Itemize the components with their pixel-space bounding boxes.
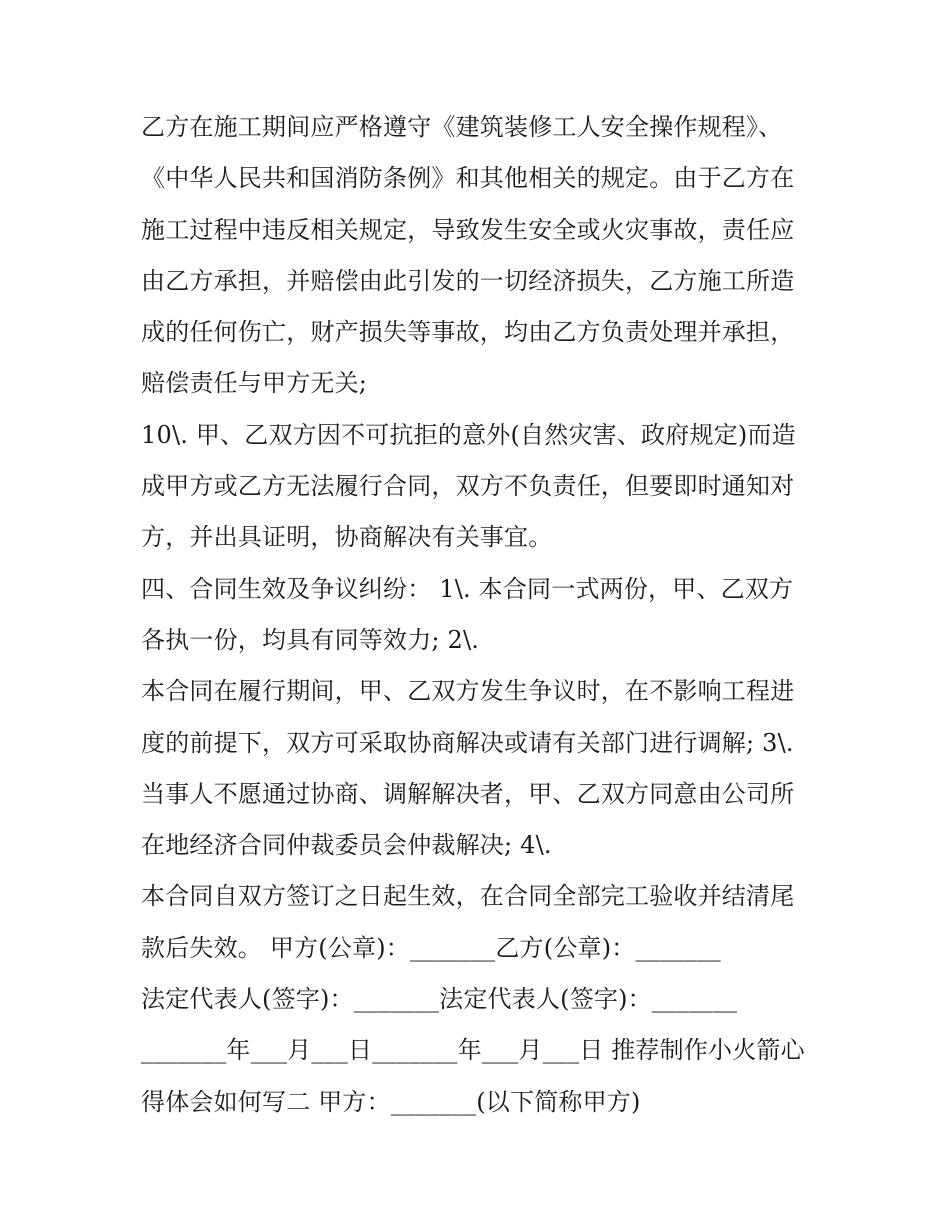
text-line: 由乙方承担，并赔偿由此引发的一切经济损失，乙方施工所造 <box>141 266 795 295</box>
text-line: _______年___月___日_______年___月___日 推荐制作小火箭心 <box>141 1036 805 1065</box>
text-line: 度的前提下，双方可采取协商解决或请有关部门进行调解; 3\. <box>141 728 794 757</box>
text-line: 赔偿责任与甲方无关; <box>141 369 368 398</box>
text-line: 成甲方或乙方无法履行合同，双方不负责任，但要即时通知对 <box>141 472 795 501</box>
text-line: 法定代表人(签字)：_______法定代表人(签字)：_______ <box>141 985 738 1014</box>
text-line: 在地经济合同仲裁委员会仲裁解决; 4\. <box>141 831 552 860</box>
text-line: 施工过程中违反相关规定，导致发生安全或火灾事故，责任应 <box>141 215 795 244</box>
text-line: 当事人不愿通过协商、调解解决者，甲、乙双方同意由公司所 <box>141 779 795 808</box>
text-line: 方，并出具证明，协商解决有关事宜。 <box>141 523 553 552</box>
text-line: 各执一份，均具有同等效力; 2\. <box>141 625 480 654</box>
text-line: 10\. 甲、乙双方因不可抗拒的意外(自然灾害、政府规定)而造 <box>141 420 796 449</box>
text-line: 款后失效。 甲方(公章)：_______乙方(公章)：_______ <box>141 933 721 962</box>
text-line: 乙方在施工期间应严格遵守《建筑装修工人安全操作规程》、 <box>141 113 783 141</box>
contract-text <box>141 102 821 1128</box>
text-line: 《中华人民共和国消防条例》和其他相关的规定。由于乙方在 <box>141 164 795 193</box>
text-line: 本合同在履行期间，甲、乙双方发生争议时，在不影响工程进 <box>141 677 795 706</box>
text-line: 四、合同生效及争议纠纷： 1\. 本合同一式两份，甲、乙双方 <box>141 574 794 603</box>
text-line: 本合同自双方签订之日起生效，在合同全部完工验收并结清尾 <box>141 882 795 911</box>
text-line: 成的任何伤亡，财产损失等事故，均由乙方负责处理并承担， <box>141 318 795 347</box>
text-line: 得体会如何写二 甲方：_______(以下简称甲方) <box>141 1087 641 1116</box>
